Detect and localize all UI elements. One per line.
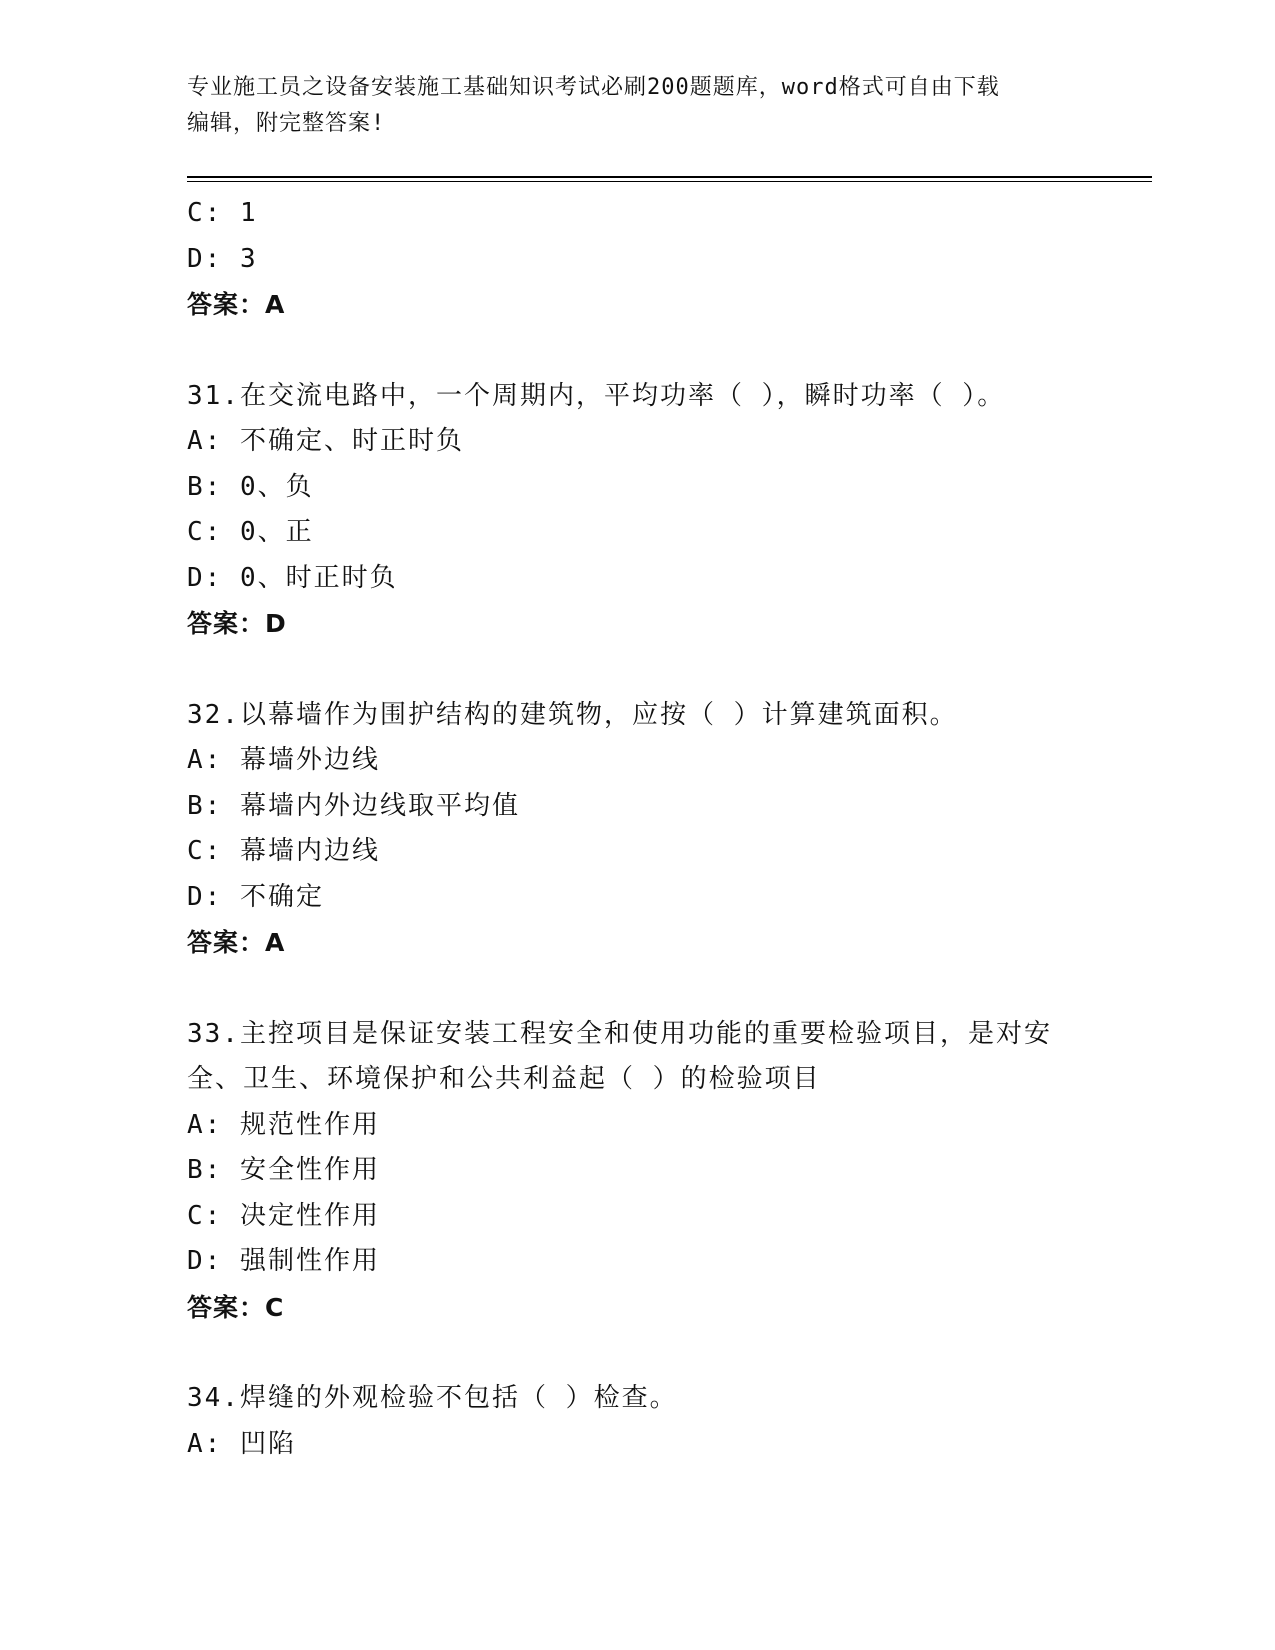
header-title-line-2: 编辑，附完整答案!	[187, 111, 386, 136]
question-stem-line-1: 33.主控项目是保证安装工程安全和使用功能的重要检验项目，是对安	[187, 1018, 1052, 1049]
option-c: C: 0、正	[187, 517, 314, 547]
option-a: A: 幕墙外边线	[187, 745, 380, 775]
option-d: D: 强制性作用	[187, 1246, 380, 1276]
option-a: A: 不确定、时正时负	[187, 426, 464, 456]
document-header	[187, 70, 1087, 142]
option-b: B: 安全性作用	[187, 1155, 380, 1185]
spacer	[187, 966, 1087, 1012]
question-stem-line-2: 全、卫生、环境保护和公共利益起（ ）的检验项目	[187, 1064, 821, 1094]
option-d: D: 不确定	[187, 881, 324, 912]
option-a: A: 规范性作用	[187, 1109, 380, 1140]
question-34	[187, 1376, 1087, 1467]
option-c: C: 幕墙内边线	[187, 836, 380, 866]
answer-line: 答案：A	[187, 928, 286, 957]
option-c: C: 1	[187, 198, 258, 228]
answer-line: 答案：C	[187, 1292, 285, 1322]
question-stem: 31.在交流电路中，一个周期内，平均功率（ ），瞬时功率（ ）。	[187, 380, 1006, 411]
option-b: B: 0、负	[187, 471, 314, 502]
option-c: C: 决定性作用	[187, 1200, 380, 1231]
answer-line: 答案：D	[187, 609, 287, 638]
answer-line: 答案：A	[187, 290, 286, 319]
option-b: B: 幕墙内外边线取平均值	[187, 790, 520, 821]
question-list	[187, 191, 1087, 1467]
question-33	[187, 1012, 1087, 1331]
question-stem: 34.焊缝的外观检验不包括（ ）检查。	[187, 1383, 678, 1413]
previous-question-tail	[187, 191, 1087, 328]
option-a: A: 凹陷	[187, 1428, 296, 1459]
spacer	[187, 328, 1087, 374]
header-divider-thick	[187, 176, 1152, 178]
question-31	[187, 374, 1087, 647]
question-stem: 32.以幕墙作为围护结构的建筑物，应按（ ）计算建筑面积。	[187, 699, 958, 730]
spacer	[187, 1330, 1087, 1376]
spacer	[187, 647, 1087, 693]
option-d: D: 0、时正时负	[187, 562, 398, 593]
header-title-line-1: 专业施工员之设备安装施工基础知识考试必刷200题题库，word格式可自由下载	[187, 75, 1000, 100]
question-32	[187, 693, 1087, 966]
header-divider-thin	[187, 181, 1152, 182]
option-d: D: 3	[187, 243, 258, 274]
